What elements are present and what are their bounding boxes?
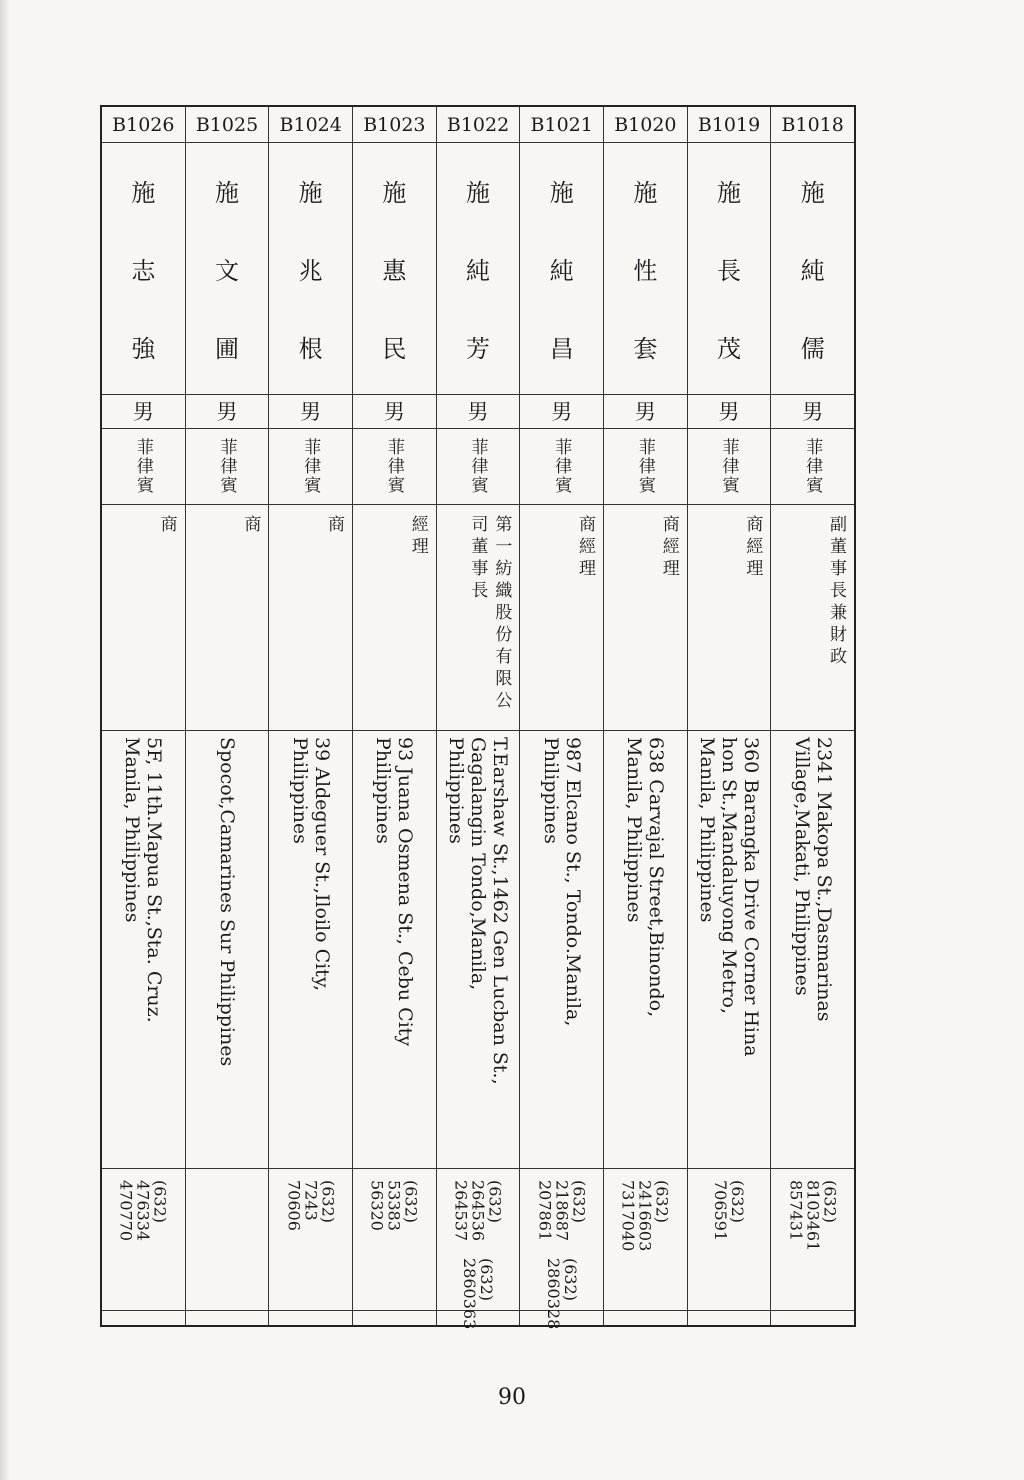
record-name xyxy=(437,143,520,395)
record-address xyxy=(604,731,687,1169)
record-address xyxy=(186,731,269,1169)
record-title: 商 xyxy=(186,505,269,731)
record-phone xyxy=(353,1169,436,1311)
name-character: 施 xyxy=(466,178,491,207)
address-text: 638 Carvajal Street,Binondo, Manila, Philippines xyxy=(623,736,668,1017)
record-name xyxy=(269,143,352,395)
record-id: B1019 xyxy=(688,107,771,143)
name-character: 施 xyxy=(717,178,742,207)
record-id: B1021 xyxy=(520,107,603,143)
record-id: B1018 xyxy=(771,107,854,143)
record-phone xyxy=(688,1169,771,1311)
record-name xyxy=(771,143,854,395)
record-title: 商經理 xyxy=(604,505,687,731)
record-fax xyxy=(520,1258,603,1330)
record-title: 商經理 xyxy=(688,505,771,731)
record-address xyxy=(688,731,771,1169)
record-column xyxy=(186,107,270,1325)
phone-text: (632) 7243 70606 xyxy=(284,1179,338,1231)
fax-text: (632) 2860328 xyxy=(543,1258,580,1330)
record-title: 商經理 xyxy=(520,505,603,731)
record-column xyxy=(353,107,437,1325)
record-fax xyxy=(269,1311,352,1325)
record-name xyxy=(688,143,771,395)
record-sex: 男 xyxy=(186,395,269,429)
record-id: B1022 xyxy=(437,107,520,143)
record-sex: 男 xyxy=(604,395,687,429)
record-sex: 男 xyxy=(269,395,352,429)
address-text: T.Earshaw St.,1462 Gen Lucban St., Gagalangin Tondo,Manila, Philippines xyxy=(445,736,512,1085)
name-character: 施 xyxy=(633,178,658,207)
record-address xyxy=(269,731,352,1169)
record-fax xyxy=(186,1311,269,1325)
record-name xyxy=(102,143,185,395)
page-edge-shadow xyxy=(0,0,10,1480)
name-character: 施 xyxy=(800,178,825,207)
record-nationality: 菲律賓 xyxy=(269,429,352,505)
name-character: 民 xyxy=(382,335,407,364)
record-column xyxy=(102,107,186,1325)
record-nationality: 菲律賓 xyxy=(520,429,603,505)
member-records-table xyxy=(100,105,856,1330)
name-character: 施 xyxy=(382,178,407,207)
record-phone xyxy=(604,1169,687,1311)
record-phone xyxy=(186,1169,269,1311)
record-nationality: 菲律賓 xyxy=(604,429,687,505)
record-address xyxy=(437,731,520,1169)
phone-text: (632) 2416603 7317040 xyxy=(618,1179,672,1251)
phone-text: (632) 53383 56320 xyxy=(367,1179,421,1231)
page-number: 90 xyxy=(498,1385,526,1410)
record-id: B1025 xyxy=(186,107,269,143)
record-sex: 男 xyxy=(771,395,854,429)
name-character: 兆 xyxy=(298,256,323,285)
name-character: 志 xyxy=(131,256,156,285)
name-character: 強 xyxy=(131,335,156,364)
name-character: 純 xyxy=(466,256,491,285)
name-character: 文 xyxy=(215,256,239,285)
name-character: 施 xyxy=(131,178,156,207)
name-character: 昌 xyxy=(549,335,574,364)
record-fax xyxy=(437,1258,520,1330)
record-sex: 男 xyxy=(437,395,520,429)
name-character: 純 xyxy=(800,256,825,285)
name-character: 芳 xyxy=(466,335,491,364)
phone-text: (632) 218687 207861 xyxy=(535,1179,589,1241)
record-address xyxy=(102,731,185,1169)
name-character: 根 xyxy=(298,335,323,364)
phone-text: (632) 8103461 857431 xyxy=(786,1179,840,1251)
record-phone xyxy=(102,1169,185,1311)
name-character: 施 xyxy=(215,178,239,207)
record-fax xyxy=(771,1311,854,1325)
record-id: B1020 xyxy=(604,107,687,143)
fax-text: (632) 2860363 xyxy=(460,1258,497,1330)
record-nationality: 菲律賓 xyxy=(186,429,269,505)
record-title: 商 xyxy=(102,505,185,731)
record-fax xyxy=(102,1311,185,1325)
record-id: B1026 xyxy=(102,107,185,143)
name-character: 施 xyxy=(298,178,323,207)
record-nationality: 菲律賓 xyxy=(437,429,520,505)
record-nationality: 菲律賓 xyxy=(688,429,771,505)
record-sex: 男 xyxy=(520,395,603,429)
record-address xyxy=(520,731,603,1169)
name-character: 圃 xyxy=(215,335,239,364)
name-character: 儒 xyxy=(800,335,825,364)
record-id: B1023 xyxy=(353,107,436,143)
record-sex: 男 xyxy=(688,395,771,429)
record-column xyxy=(269,107,353,1325)
record-name xyxy=(604,143,687,395)
address-text: 93 Juana Osmena St., Cebu City Philippines xyxy=(372,736,417,1046)
record-column xyxy=(604,107,688,1325)
address-text: 987 Elcano St., Tondo.Manila, Philippines xyxy=(539,736,584,1026)
record-title: 經理 xyxy=(353,505,436,731)
phone-text: (632) 476334 470770 xyxy=(116,1179,170,1241)
phone-text: (632) 706591 xyxy=(711,1179,748,1241)
record-title: 商 xyxy=(269,505,352,731)
record-nationality: 菲律賓 xyxy=(102,429,185,505)
record-phone xyxy=(269,1169,352,1311)
name-character: 性 xyxy=(633,256,658,285)
address-text: 2341 Makopa St.,Dasmarinas Village,Makati, Philippines xyxy=(790,736,835,1022)
name-character: 茂 xyxy=(717,335,742,364)
name-character: 施 xyxy=(549,178,574,207)
record-phone xyxy=(771,1169,854,1311)
name-character: 純 xyxy=(549,256,574,285)
name-character: 惠 xyxy=(382,256,407,285)
record-fax xyxy=(604,1311,687,1325)
record-address xyxy=(771,731,854,1169)
record-column xyxy=(688,107,772,1325)
name-character: 長 xyxy=(717,256,742,285)
record-name xyxy=(520,143,603,395)
record-name xyxy=(186,143,269,395)
record-title: 副董事長兼財政 xyxy=(771,505,854,731)
record-name xyxy=(353,143,436,395)
record-title: 第一紡織股份有限公司董事長 xyxy=(437,505,520,731)
record-column xyxy=(437,107,521,1330)
address-text: 39 Aldeguer St.,Iloilo City, Philippines xyxy=(288,736,333,991)
address-text: 360 Barangka Drive Corner Hina hon St.,Mandaluyong Metro, Manila, Philippines xyxy=(696,736,763,1057)
record-nationality: 菲律賓 xyxy=(353,429,436,505)
record-fax xyxy=(688,1311,771,1325)
phone-text: (632) 264536 264537 xyxy=(451,1179,505,1241)
address-text: Spocot,Camarines Sur Philippines xyxy=(216,736,238,1066)
record-column xyxy=(771,107,854,1325)
record-column xyxy=(520,107,604,1330)
record-nationality: 菲律賓 xyxy=(771,429,854,505)
record-fax xyxy=(353,1311,436,1325)
name-character: 套 xyxy=(633,335,658,364)
record-sex: 男 xyxy=(102,395,185,429)
record-id: B1024 xyxy=(269,107,352,143)
address-text: 5F, 11th.Mapua St.,Sta. Cruz. Manila, Philippines xyxy=(121,736,166,1023)
record-address xyxy=(353,731,436,1169)
record-sex: 男 xyxy=(353,395,436,429)
